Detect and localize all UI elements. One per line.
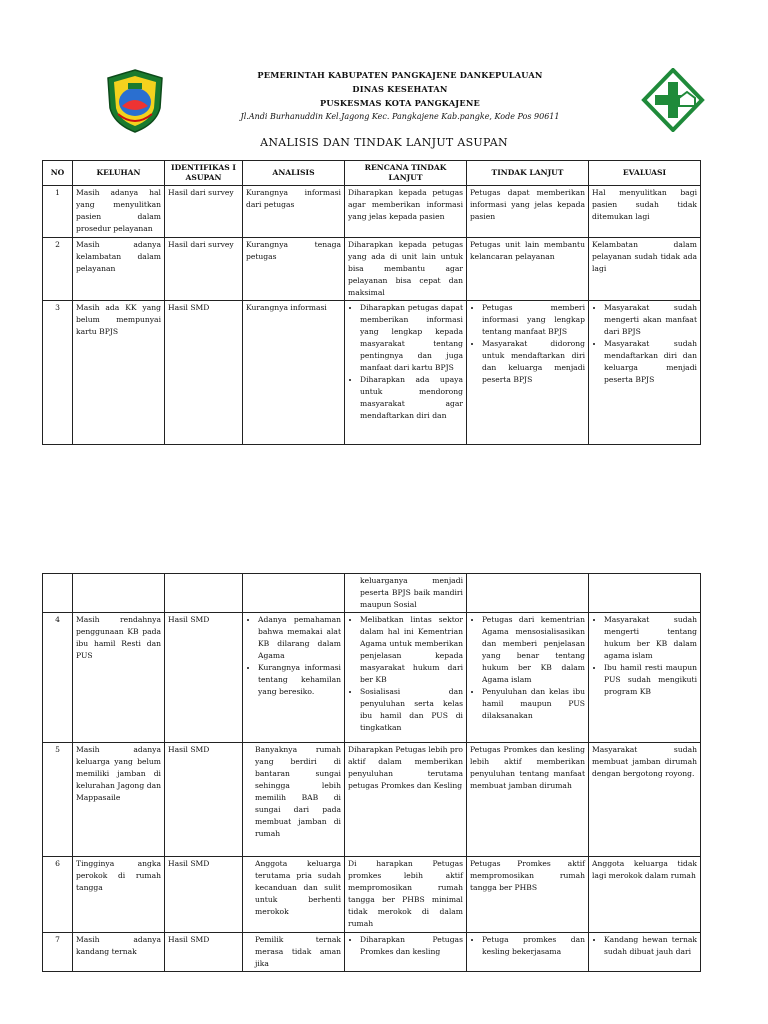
- list-item: • Penyuluhan dan kelas ibu hamil maupun PUS dilaksanakan: [482, 686, 585, 722]
- table-row: [43, 933, 701, 972]
- cell-rencana: Diharapkan kepada petugas yang ada di unit lain untuk bisa membantu agar pelayanan bisa cepat dan maksimal: [345, 238, 467, 301]
- cell-rencana: Di harapkan Petugas promkes lebih aktif mempromosikan rumah tangga ber PHBS minimal tidak merokok di dalam rumah: [345, 857, 467, 933]
- cell-rencana: keluarganya menjadi peserta BPJS baik mandiri maupun Sosial: [345, 574, 467, 613]
- cell-analisis: [243, 613, 345, 743]
- cell-keluhan: Masih ada KK yang belum mempunyai kartu BPJS: [73, 301, 165, 445]
- cell-rencana: [345, 933, 467, 972]
- table-header-row: [43, 161, 701, 186]
- header-identifikasi: IDENTIFIKAS I ASUPAN: [165, 161, 243, 186]
- cell-keluhan: Masih adanya hal yang menyulitkan pasien dalam prosedur pelayanan: [73, 186, 165, 238]
- cell-rencana: Diharapkan Petugas lebih pro aktif dalam memberikan penyuluhan terutama petugas Promkes dan Kesling: [345, 743, 467, 857]
- list-item: • Masyarakat didorong untuk mendaftarkan diri dan keluarga menjadi peserta BPJS: [482, 338, 585, 386]
- header-tindak-lanjut: TINDAK LANJUT: [467, 161, 589, 186]
- list-item: • Masyarakat sudah mengerti tentang hukum ber KB dalam agama islam: [604, 614, 697, 662]
- cell-no: 7: [43, 933, 73, 972]
- cell-tindak: Petugas dapat memberikan informasi yang jelas kepada pasien: [467, 186, 589, 238]
- cell-identifikasi: Hasil SMD: [165, 857, 243, 933]
- puskesmas-logo: [641, 68, 705, 132]
- cell-rencana: [345, 613, 467, 743]
- cell-keluhan: Masih adanya keluarga yang belum memiliki jamban di kelurahan Jagong dan Mappasaile: [73, 743, 165, 857]
- cell-identifikasi: Hasil SMD: [165, 613, 243, 743]
- cell-analisis: Anggota keluarga terutama pria sudah kecanduan dan sulit untuk berhenti merokok: [243, 857, 345, 933]
- cell-evaluasi: [589, 613, 701, 743]
- cell-analisis: Kurangnya informasi: [243, 301, 345, 445]
- cell-no: 3: [43, 301, 73, 445]
- list-item: • Petuga promkes dan kesling bekerjasama: [482, 934, 585, 958]
- cell-rencana: Diharapkan kepada petugas agar memberikan informasi yang jelas kepada pasien: [345, 186, 467, 238]
- letterhead-government: PEMERINTAH KABUPATEN PANGKAJENE DANKEPULAUAN: [257, 70, 543, 80]
- cell-tindak: [467, 574, 589, 613]
- cell-keluhan: Tingginya angka perokok di rumah tangga: [73, 857, 165, 933]
- letterhead-department: DINAS KESEHATAN: [352, 84, 448, 94]
- cell-rencana: [345, 301, 467, 445]
- header-keluhan: KELUHAN: [73, 161, 165, 186]
- cell-analisis: [243, 574, 345, 613]
- cell-keluhan: [73, 574, 165, 613]
- cell-no: 5: [43, 743, 73, 857]
- cell-tindak: [467, 933, 589, 972]
- table-row: [43, 574, 701, 613]
- cell-tindak: [467, 301, 589, 445]
- cell-keluhan: Masih adanya kandang ternak: [73, 933, 165, 972]
- cell-evaluasi: Kelambatan dalam pelayanan sudah tidak ada lagi: [589, 238, 701, 301]
- cell-tindak: Petugas Promkes dan kesling lebih aktif memberikan penyuluhan tentang manfaat membuat jamban dirumah: [467, 743, 589, 857]
- cell-evaluasi: Masyarakat sudah membuat jamban dirumah dengan bergotong royong.: [589, 743, 701, 857]
- list-item: • Petugas dari kementrian Agama mensosialisasikan dan memberi penjelasan yang benar tentang hukum ber KB dalam Agama islam: [482, 614, 585, 686]
- analysis-table: [42, 160, 701, 445]
- cell-keluhan: Masih adanya kelambatan dalam pelayanan: [73, 238, 165, 301]
- header-evaluasi: EVALUASI: [589, 161, 701, 186]
- list-item: • Adanya pemahaman bahwa memakai alat KB dilarang dalam Agama: [258, 614, 341, 662]
- table-row: [43, 743, 701, 857]
- cell-identifikasi: Hasil dari survey: [165, 186, 243, 238]
- cell-analisis: Kurangnya informasi dari petugas: [243, 186, 345, 238]
- cell-no: [43, 574, 73, 613]
- letterhead-address: Jl.Andi Burhanuddin Kel.Jagong Kec. Pangkajene Kab.pangke, Kode Pos 90611: [240, 112, 560, 121]
- cell-no: 2: [43, 238, 73, 301]
- list-item: • Diharapkan Petugas Promkes dan kesling: [360, 934, 463, 958]
- cell-analisis: Pemilik ternak merasa tidak aman jika: [243, 933, 345, 972]
- cell-analisis: Kurangnya tenaga petugas: [243, 238, 345, 301]
- list-item: • Masyarakat sudah mengerti akan manfaat dari BPJS: [604, 302, 697, 338]
- list-item: • Kandang hewan ternak sudah dibuat jauh dari: [604, 934, 697, 958]
- cell-evaluasi: [589, 933, 701, 972]
- list-item: • Masyarakat sudah mendaftarkan diri dan keluarga menjadi peserta BPJS: [604, 338, 697, 386]
- cell-evaluasi: [589, 301, 701, 445]
- list-item: • Kurangnya informasi tentang kehamilan yang beresiko.: [258, 662, 341, 698]
- table-row: [43, 857, 701, 933]
- analysis-table-continued: [42, 573, 701, 972]
- cell-no: 4: [43, 613, 73, 743]
- cell-identifikasi: Hasil SMD: [165, 933, 243, 972]
- cell-evaluasi: Anggota keluarga tidak lagi merokok dalam rumah: [589, 857, 701, 933]
- letterhead: [180, 68, 620, 124]
- cell-identifikasi: Hasil SMD: [165, 301, 243, 445]
- list-item: • Melibatkan lintas sektor dalam hal ini Kementrian Agama untuk memberikan penjelasan kepada masyarakat hukum dari ber KB: [360, 614, 463, 686]
- cell-no: 6: [43, 857, 73, 933]
- table-row: [43, 238, 701, 301]
- cell-identifikasi: [165, 574, 243, 613]
- table-row: [43, 301, 701, 445]
- cell-identifikasi: Hasil dari survey: [165, 238, 243, 301]
- header-no: NO: [43, 161, 73, 186]
- cell-tindak: [467, 613, 589, 743]
- header-rencana: RENCANA TINDAK LANJUT: [345, 161, 467, 186]
- cell-tindak: Petugas Promkes aktif mempromosikan rumah tangga ber PHBS: [467, 857, 589, 933]
- list-item: • Sosialisasi dan penyuluhan serta kelas ibu hamil dan PUS di tingkatkan: [360, 686, 463, 734]
- table-row: [43, 186, 701, 238]
- letterhead-puskesmas: PUSKESMAS KOTA PANGKAJENE: [320, 98, 480, 108]
- cell-evaluasi: [589, 574, 701, 613]
- cell-analisis: Banyaknya rumah yang berdiri di bantaran sungai sehingga lebih memilih BAB di sungai dari pada membuat jamban di rumah: [243, 743, 345, 857]
- list-item: • Ibu hamil resti maupun PUS sudah mengikuti program KB: [604, 662, 697, 698]
- cell-identifikasi: Hasil SMD: [165, 743, 243, 857]
- cell-tindak: Petugas unit lain membantu kelancaran pelayanan: [467, 238, 589, 301]
- list-item: • Petugas memberi informasi yang lengkap tentang manfaat BPJS: [482, 302, 585, 338]
- cell-keluhan: Masih rendahnya penggunaan KB pada ibu hamil Resti dan PUS: [73, 613, 165, 743]
- list-item: • Diharapkan petugas dapat memberikan informasi yang lengkap kepada masyarakat tentang pentingnya dan juga manfaat dari kartu BPJS: [360, 302, 463, 374]
- table-row: [43, 613, 701, 743]
- cell-no: 1: [43, 186, 73, 238]
- list-item: • Diharapkan ada upaya untuk mendorong masyarakat agar mendaftarkan diri dan: [360, 374, 463, 422]
- cell-evaluasi: Hal menyulitkan bagi pasien sudah tidak ditemukan lagi: [589, 186, 701, 238]
- regency-crest-logo: [104, 68, 166, 134]
- document-title: ANALISIS DAN TINDAK LANJUT ASUPAN: [260, 136, 508, 149]
- header-analisis: ANALISIS: [243, 161, 345, 186]
